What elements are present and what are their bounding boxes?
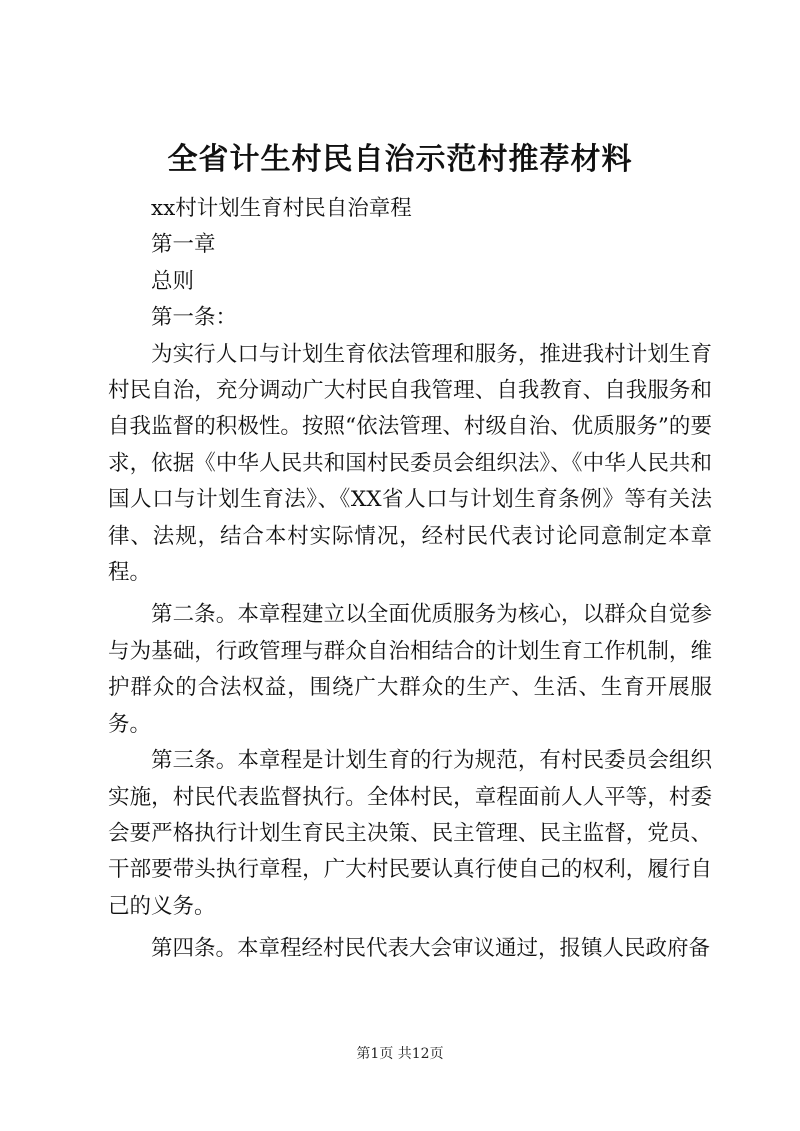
document-body — [108, 191, 712, 968]
article-3-paragraph: 第三条。本章程是计划生育的行为规范，有村民委员会组织实施，村民代表监督执行。全体村民，章程面前人人平等，村委会要严格执行计划生育民主决策、民主管理、民主监督，党员、干部要带头执行章程，广大村民要认真行使自己的权利，履行自己的义务。 — [108, 748, 712, 919]
article-1-paragraph: 为实行人口与计划生育依法管理和服务，推进我村计划生育村民自治，充分调动广大村民自我管理、自我教育、自我服务和自我监督的积极性。按照“依法管理、村级自治、优质服务”的要求，依据《中华人民共和国村民委员会组织法》、《中华人民共和国人口与计划生育法》、《XX省人口与计划生育条例》等有关法律、法规，结合本村实际情况，经村民代表讨论同意制定本章程。 — [108, 341, 712, 586]
chapter-heading: 第一章 — [151, 232, 216, 258]
article-1-heading: 第一条： — [151, 305, 238, 331]
article-2-paragraph: 第二条。本章程建立以全面优质服务为核心，以群众自觉参与为基础，行政管理与群众自治相结合的计划生育工作机制，维护群众的合法权益，围绕广大群众的生产、生活、生育开展服务。 — [108, 602, 712, 737]
section-heading: 总则 — [151, 268, 195, 294]
page-number: 第1页 共12页 — [356, 1046, 444, 1062]
article-4-paragraph: 第四条。本章程经村民代表大会审议通过，报镇人民政府备 — [151, 936, 711, 962]
document-title: 全省计生村民自治示范村推荐材料 — [167, 142, 633, 177]
charter-heading: xx村计划生育村民自治章程 — [151, 196, 412, 221]
